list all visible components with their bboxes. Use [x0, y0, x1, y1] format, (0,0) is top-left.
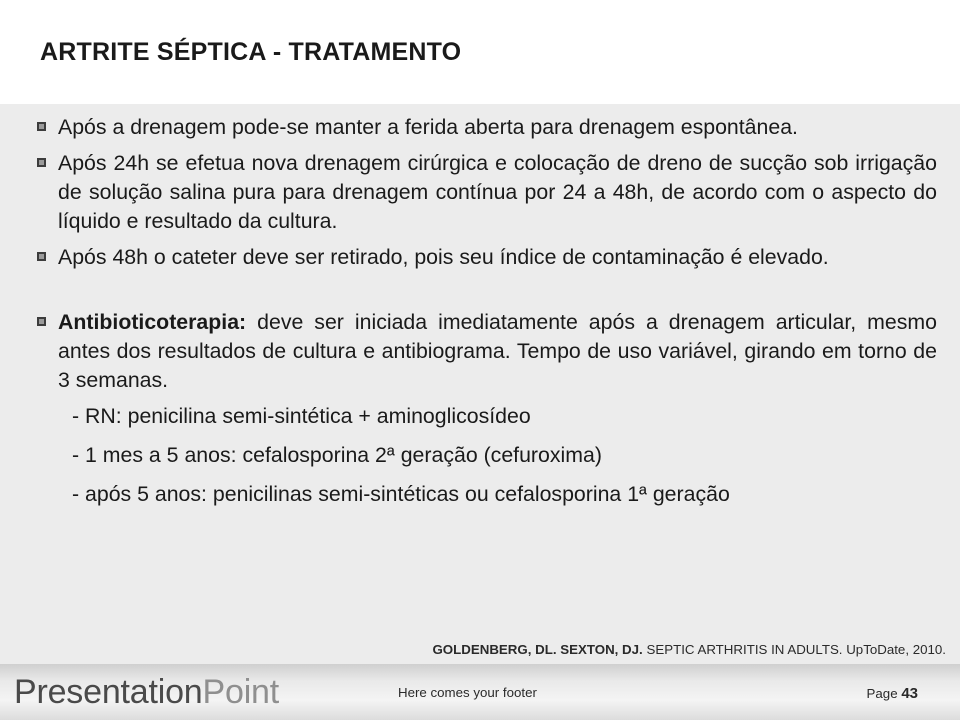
- page-label: Page: [866, 686, 898, 701]
- square-bullet-icon: [37, 158, 46, 167]
- footer-text: Here comes your footer: [398, 685, 537, 700]
- bullet-bold-label: Antibioticoterapia:: [58, 310, 247, 334]
- sub-item: - após 5 anos: penicilinas semi-sintéticas ou cefalosporina 1ª geração: [72, 482, 730, 506]
- sub-item: - 1 mes a 5 anos: cefalosporina 2ª geração (cefuroxima): [72, 443, 602, 467]
- square-bullet-icon: [37, 252, 46, 261]
- logo-part-1: Presentation: [14, 673, 203, 711]
- citation-source: SEPTIC ARTHRITIS IN ADULTS. UpToDate, 2010.: [642, 642, 946, 657]
- sub-item: - RN: penicilina semi-sintética + aminoglicosídeo: [72, 404, 531, 428]
- bullet-text: Após 48h o cateter deve ser retirado, pois seu índice de contaminação é elevado.: [58, 245, 829, 269]
- bullet-text: Após a drenagem pode-se manter a ferida aberta para drenagem espontânea.: [58, 115, 798, 139]
- square-bullet-icon: [37, 317, 46, 326]
- bullet-list: [36, 113, 937, 509]
- square-bullet-icon: [37, 122, 46, 131]
- page-number-value: 43: [901, 685, 918, 702]
- bullet-item-antibiotics: [36, 308, 937, 395]
- logo-part-2: Point: [202, 673, 280, 711]
- presentationpoint-logo: [14, 672, 279, 712]
- slide-title: ARTRITE SÉPTICA - TRATAMENTO: [40, 38, 462, 66]
- bullet-text: Após 24h se efetua nova drenagem cirúrgica e colocação de dreno de sucção sob irrigação de solução salina pura para drenagem contínua por 24 a 48h, de acordo com o aspecto do líquido e resultado da cultura.: [58, 151, 937, 233]
- citation-authors: GOLDENBERG, DL. SEXTON, DJ.: [432, 642, 643, 657]
- bullet-item: [36, 149, 937, 236]
- citation: [432, 642, 946, 657]
- bullet-item: [36, 113, 937, 142]
- bullet-item: [36, 243, 937, 272]
- bullet-text: deve ser iniciada imediatamente após a drenagem articular, mesmo antes dos resultados de cultura e antibiograma. Tempo de uso variável, girando em torno de 3 semanas.: [58, 310, 937, 392]
- page-number: [867, 685, 918, 702]
